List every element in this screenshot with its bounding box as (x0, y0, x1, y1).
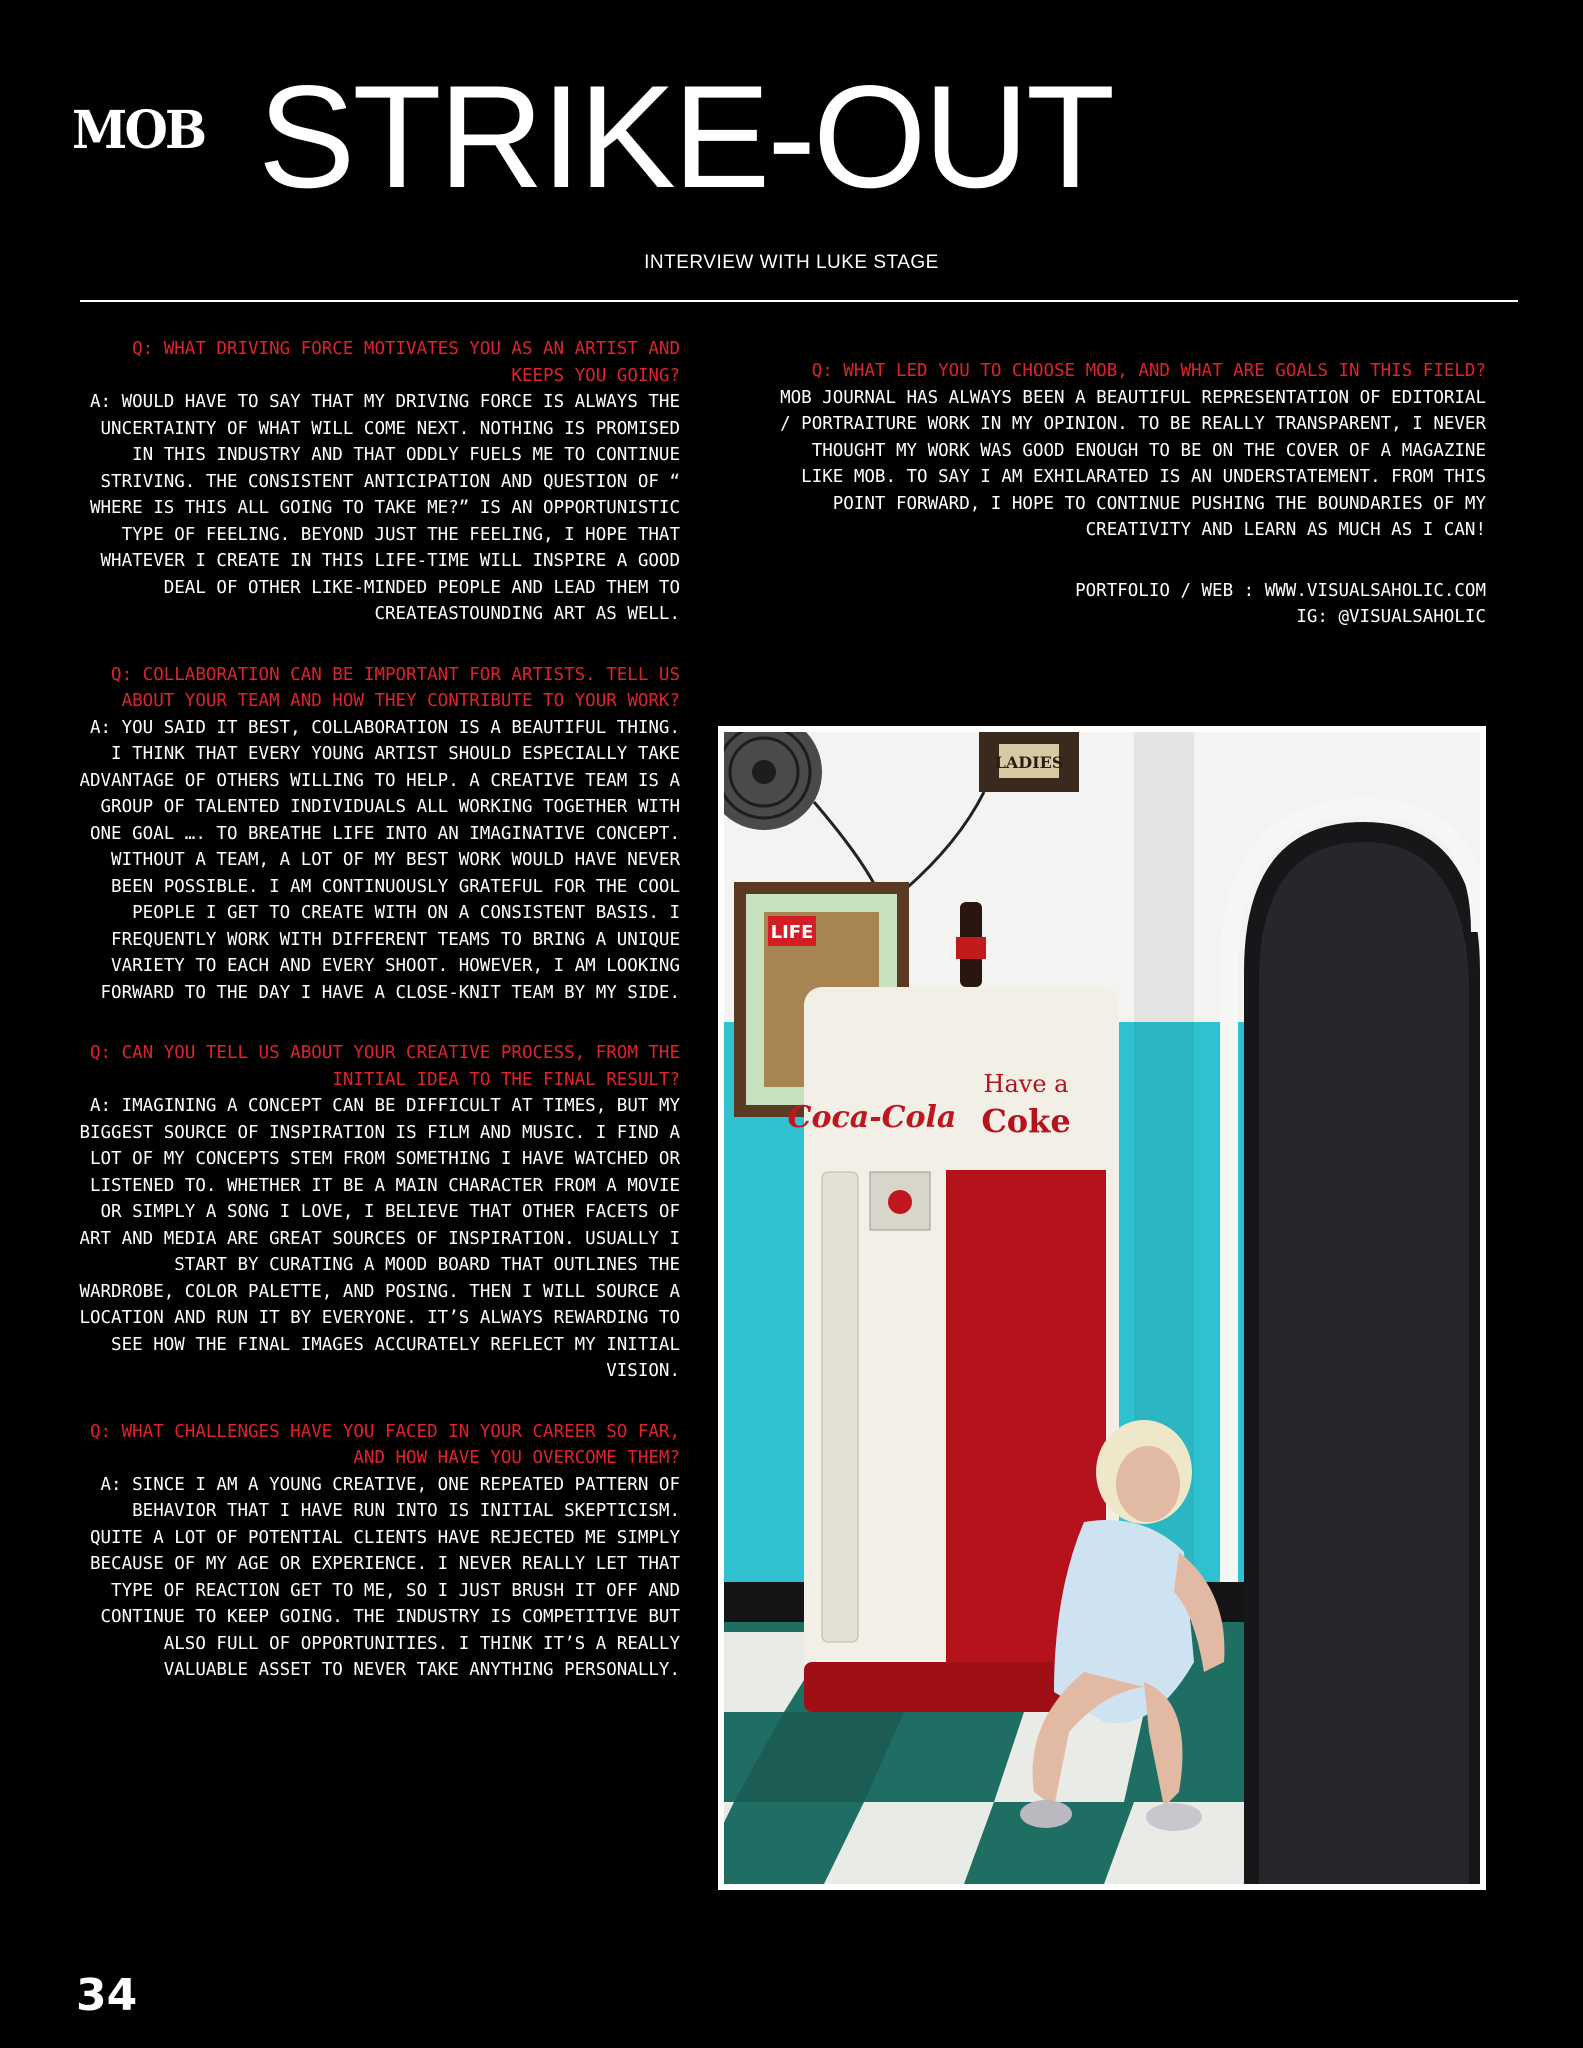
contact-links (760, 578, 1486, 631)
question: Q: COLLABORATION CAN BE IMPORTANT FOR ARTISTS. TELL US ABOUT YOUR TEAM AND HOW THEY CONTRIBUTE TO YOUR WORK? (111, 664, 680, 711)
portfolio-link[interactable]: PORTFOLIO / WEB : WWW.VISUALSAHOLIC.COM (1075, 580, 1486, 601)
answer: A: IMAGINING A CONCEPT CAN BE DIFFICULT AT TIMES, BUT MY BIGGEST SOURCE OF INSPIRATION IS FILM AND MUSIC. I FIND A LOT OF MY CONCEPTS STEM FROM SOMETHING I HAVE WATCHED OR LISTENED TO. WHETHER IT BE A MAIN CHARACTER FROM A MOVIE OR SIMPLY A SONG I LOVE, I BELIEVE THAT OTHER FACETS OF ART AND MEDIA ARE GREAT SOURCES OF INSPIRATION. USUALLY I START BY CURATING A MOOD BOARD THAT OUTLINES THE WARDROBE, COLOR PALETTE, AND POSING. THEN I WILL SOURCE A LOCATION AND RUN IT BY EVERYONE. IT’S ALWAYS REWARDING TO SEE HOW THE FINAL IMAGES ACCURATELY REFLECT MY INITIAL VISION. (79, 1096, 680, 1381)
page-number: 34 (76, 1970, 138, 2021)
coca-cola-logo: Coca-Cola (787, 1100, 957, 1135)
instagram-handle[interactable]: IG: @VISUALSAHOLIC (1296, 607, 1486, 627)
photo-illustration (724, 732, 1480, 1884)
life-poster-text: LIFE (770, 922, 814, 943)
answer: A: YOU SAID IT BEST, COLLABORATION IS A BEAUTIFUL THING. I THINK THAT EVERY YOUNG ARTIST SHOULD ESPECIALLY TAKE ADVANTAGE OF OTHERS WILLING TO HELP. A CREATIVE TEAM IS A GROUP OF TALENTED INDIVIDUALS ALL WORKING TOGETHER WITH ONE GOAL …. TO BREATHE LIFE INTO AN IMAGINATIVE CONCEPT. WITHOUT A TEAM, A LOT OF MY BEST WORK WOULD HAVE NEVER BEEN POSSIBLE. I AM CONTINUOUSLY GRATEFUL FOR THE COOL PEOPLE I GET TO CREATE WITH ON A CONSISTENT BASIS. I FREQUENTLY WORK WITH DIFFERENT TEAMS TO BRING A UNIQUE VARIETY TO EACH AND EVERY SHOOT. HOWEVER, I AM LOOKING FORWARD TO THE DAY I HAVE A CLOSE-KNIT TEAM BY MY SIDE. (79, 717, 680, 1003)
header-divider (80, 300, 1518, 302)
right-column (760, 358, 1486, 631)
qa-block (760, 358, 1486, 544)
qa-block (78, 662, 680, 1007)
machine-slogan-top: Have a (983, 1070, 1069, 1098)
answer: A: SINCE I AM A YOUNG CREATIVE, ONE REPEATED PATTERN OF BEHAVIOR THAT I HAVE RUN INTO IS INITIAL SKEPTICISM. QUITE A LOT OF POTENTIAL CLIENTS HAVE REJECTED ME SIMPLY BECAUSE OF MY AGE OR EXPERIENCE. I NEVER REALLY LET THAT TYPE OF REACTION GET TO ME, SO I JUST BRUSH IT OFF AND CONTINUE TO KEEP GOING. THE INDUSTRY IS COMPETITIVE BUT ALSO FULL OF OPPORTUNITIES. I THINK IT’S A REALLY VALUABLE ASSET TO NEVER TAKE ANYTHING PERSONALLY. (89, 1474, 680, 1680)
question: Q: WHAT CHALLENGES HAVE YOU FACED IN YOUR CAREER SO FAR, AND HOW HAVE YOU OVERCOME THEM? (89, 1421, 680, 1468)
left-column (78, 336, 680, 1718)
answer: A: WOULD HAVE TO SAY THAT MY DRIVING FORCE IS ALWAYS THE UNCERTAINTY OF WHAT WILL COME NEXT. NOTHING IS PROMISED IN THIS INDUSTRY AND THAT ODDLY FUELS ME TO CONTINUE STRIVING. THE CONSISTENT ANTICIPATION AND QUESTION OF “ WHERE IS THIS ALL GOING TO TAKE ME?” IS AN OPPORTUNISTIC TYPE OF FEELING. BEYOND JUST THE FEELING, I HOPE THAT WHATEVER I CREATE IN THIS LIFE-TIME WILL INSPIRE A GOOD DEAL OF OTHER LIKE-MINDED PEOPLE AND LEAD THEM TO CREATEASTOUNDING ART AS WELL. (89, 392, 680, 624)
qa-block (78, 1419, 680, 1684)
qa-block (78, 1040, 680, 1385)
feature-photo (718, 726, 1486, 1890)
qa-block (78, 336, 680, 628)
mob-logo: MOB (72, 98, 205, 161)
question: Q: WHAT LED YOU TO CHOOSE MOB, AND WHAT ARE GOALS IN THIS FIELD? (811, 361, 1486, 381)
question: Q: WHAT DRIVING FORCE MOTIVATES YOU AS AN ARTIST AND KEEPS YOU GOING? (132, 339, 680, 386)
ladies-sign-text: LADIES (994, 753, 1064, 772)
machine-slogan-bottom: Coke (981, 1102, 1071, 1140)
interview-subtitle: INTERVIEW WITH LUKE STAGE (644, 252, 939, 273)
page-title: STRIKE-OUT (258, 55, 1113, 218)
answer: MOB JOURNAL HAS ALWAYS BEEN A BEAUTIFUL REPRESENTATION OF EDITORIAL / PORTRAITURE WORK IN MY OPINION. TO BE REALLY TRANSPARENT, I NEVER THOUGHT MY WORK WAS GOOD ENOUGH TO BE ON THE COVER OF A MAGAZINE LIKE MOB. TO SAY I AM EXHILARATED IS AN UNDERSTATEMENT. FROM THIS POINT FORWARD, I HOPE TO CONTINUE PUSHING THE BOUNDARIES OF MY CREATIVITY AND LEARN AS MUCH AS I CAN! (780, 387, 1486, 540)
question: Q: CAN YOU TELL US ABOUT YOUR CREATIVE PROCESS, FROM THE INITIAL IDEA TO THE FINAL RESULT? (89, 1043, 680, 1090)
